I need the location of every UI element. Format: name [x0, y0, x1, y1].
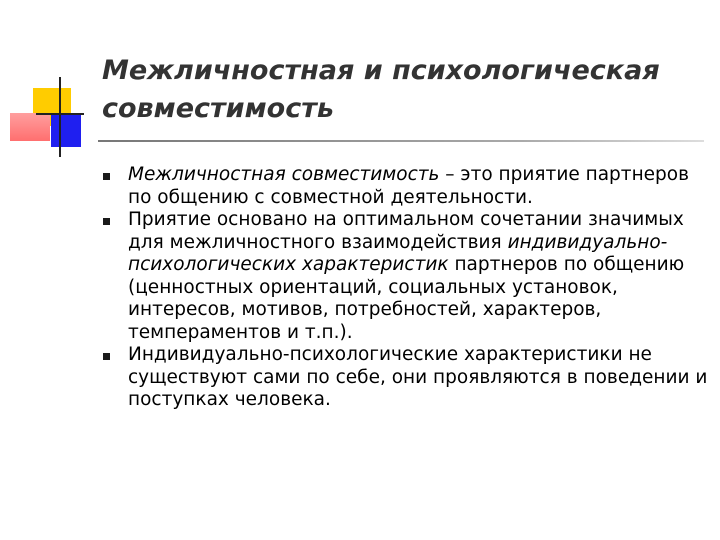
logo-horizontal-line [36, 113, 84, 115]
bullet-text: Приятие основано на оптимальном сочетании значимых для межличностного взаимодействия [128, 209, 684, 253]
bullet-italic-term: индивидуально-психологических характеристик [128, 231, 668, 275]
bullet-item [103, 344, 713, 412]
bullet-item [103, 209, 713, 344]
title-divider [98, 140, 704, 142]
bullet-marker-icon [103, 353, 110, 360]
bullet-text: партнеров по общению (ценностных ориентаций, социальных установок, интересов, мотивов, потребностей, характеров, темпераментов и т.п.). [128, 254, 685, 343]
bullet-italic-term: Межличностная совместимость [128, 164, 440, 185]
bullet-marker-icon [103, 173, 110, 180]
logo-vertical-line [59, 77, 61, 157]
bullet-text: Индивидуально-психологические характеристики не существуют сами по себе, они проявляются в поведении и поступках человека. [128, 344, 708, 410]
logo-blue-square [51, 115, 81, 147]
bullet-marker-icon [103, 218, 110, 225]
bullet-text: – это приятие партнеров по общению с совместной деятельности. [128, 164, 690, 208]
logo-red-square [10, 113, 50, 141]
bullet-list [103, 164, 713, 412]
bullet-item [103, 164, 713, 209]
slide-title: Межличностная и психологическая совместимость [102, 55, 660, 124]
